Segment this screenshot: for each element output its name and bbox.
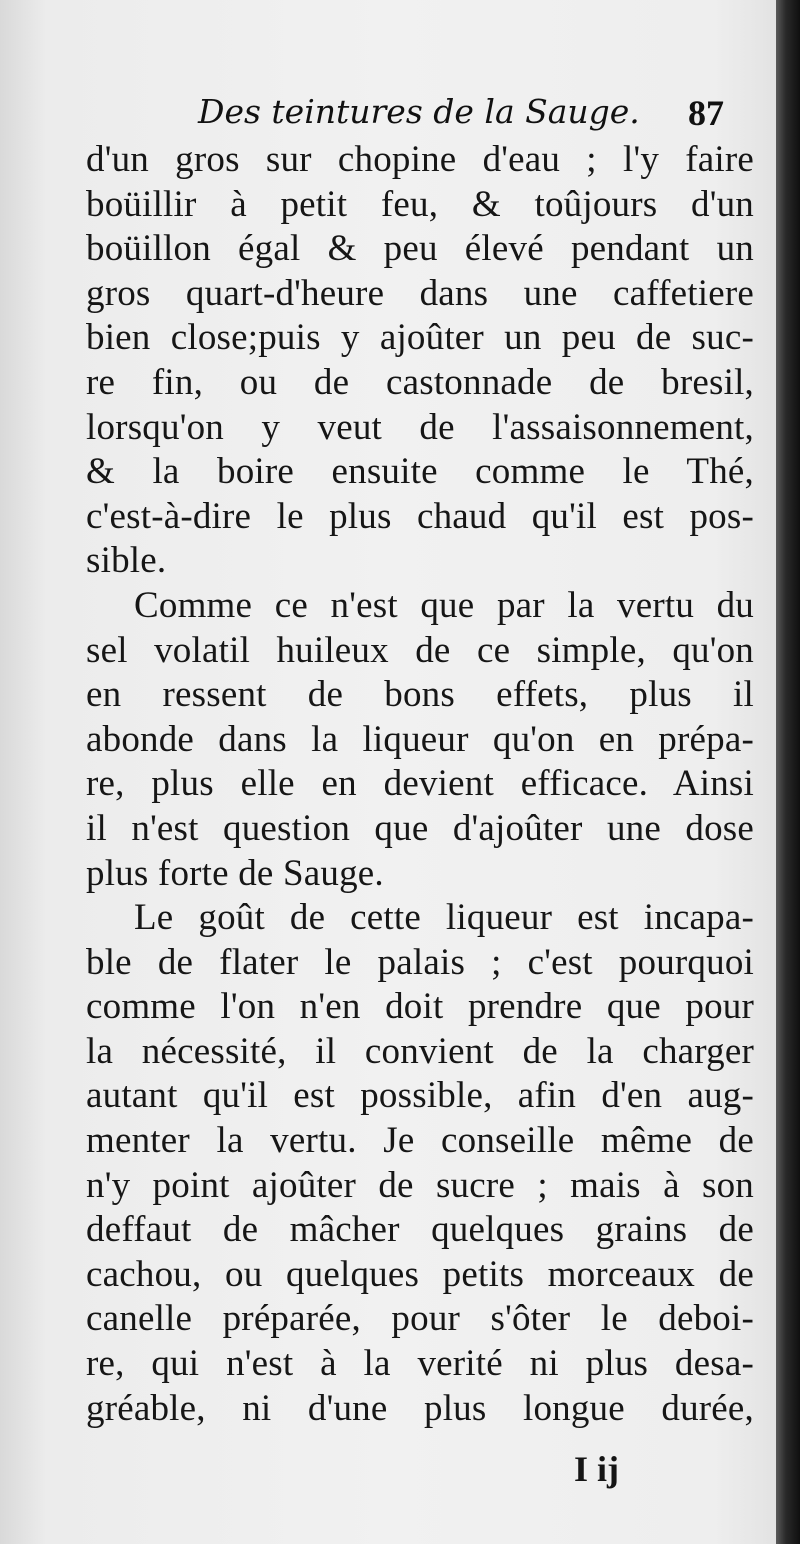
paragraph: [86, 896, 754, 1431]
text-line: Comme ce n'est que par la vertu du: [134, 584, 754, 626]
page-number: 87: [688, 93, 724, 133]
text-line: en ressent de bons effets, plus il: [86, 674, 754, 716]
text-line: canelle préparée, pour s'ôter le deboi-: [86, 1298, 754, 1340]
text-line: n'y point ajoûter de sucre ; mais à son: [86, 1164, 754, 1206]
text-line: sible.: [86, 540, 167, 582]
text-line: il n'est question que d'ajoûter une dose: [86, 807, 754, 849]
page-title: Des teintures de la Sauge.: [198, 92, 640, 131]
text-line: gros quart-d'heure dans une caffetiere: [86, 272, 754, 314]
text-line: comme l'on n'en doit prendre que pour: [86, 986, 754, 1028]
text-line: re, qui n'est à la verité ni plus desa-: [86, 1343, 754, 1385]
text-line: plus forte de Sauge.: [86, 852, 384, 894]
paragraph: [86, 138, 754, 584]
text-line: boüillir à petit feu, & toûjours d'un: [86, 183, 754, 225]
text-line: re fin, ou de castonnade de bresil,: [86, 361, 754, 403]
text-line: menter la vertu. Je conseille même de: [86, 1120, 754, 1162]
text-line: la nécessité, il convient de la charger: [86, 1030, 754, 1072]
text-line: d'un gros sur chopine d'eau ; l'y faire: [86, 139, 754, 180]
text-line: deffaut de mâcher quelques grains de: [86, 1209, 754, 1251]
text-line: ble de flater le palais ; c'est pourquoi: [86, 941, 754, 983]
paragraph: [86, 584, 754, 896]
text-line: autant qu'il est possible, afin d'en aug-: [86, 1075, 754, 1117]
signature-mark: I ij: [574, 1449, 619, 1489]
text-line: & la boire ensuite comme le Thé,: [86, 451, 754, 493]
text-line: bien close;puis y ajoûter un peu de suc-: [86, 317, 754, 359]
text-line: abonde dans la liqueur qu'on en prépa-: [86, 718, 754, 760]
running-head: [90, 88, 750, 138]
text-line: boüillon égal & peu élevé pendant un: [86, 228, 754, 270]
body-text: [86, 138, 754, 1431]
text-line: Le goût de cette liqueur est incapa-: [134, 897, 754, 939]
text-line: gréable, ni d'une plus longue durée,: [86, 1387, 754, 1429]
text-line: lorsqu'on y veut de l'assaisonnement,: [86, 406, 754, 448]
page-edge-shadow: [776, 0, 800, 1544]
text-line: sel volatil huileux de ce simple, qu'on: [86, 629, 754, 671]
text-line: re, plus elle en devient efficace. Ainsi: [86, 763, 754, 805]
text-line: c'est-à-dire le plus chaud qu'il est pos-: [86, 495, 754, 537]
text-line: cachou, ou quelques petits morceaux de: [86, 1253, 754, 1295]
